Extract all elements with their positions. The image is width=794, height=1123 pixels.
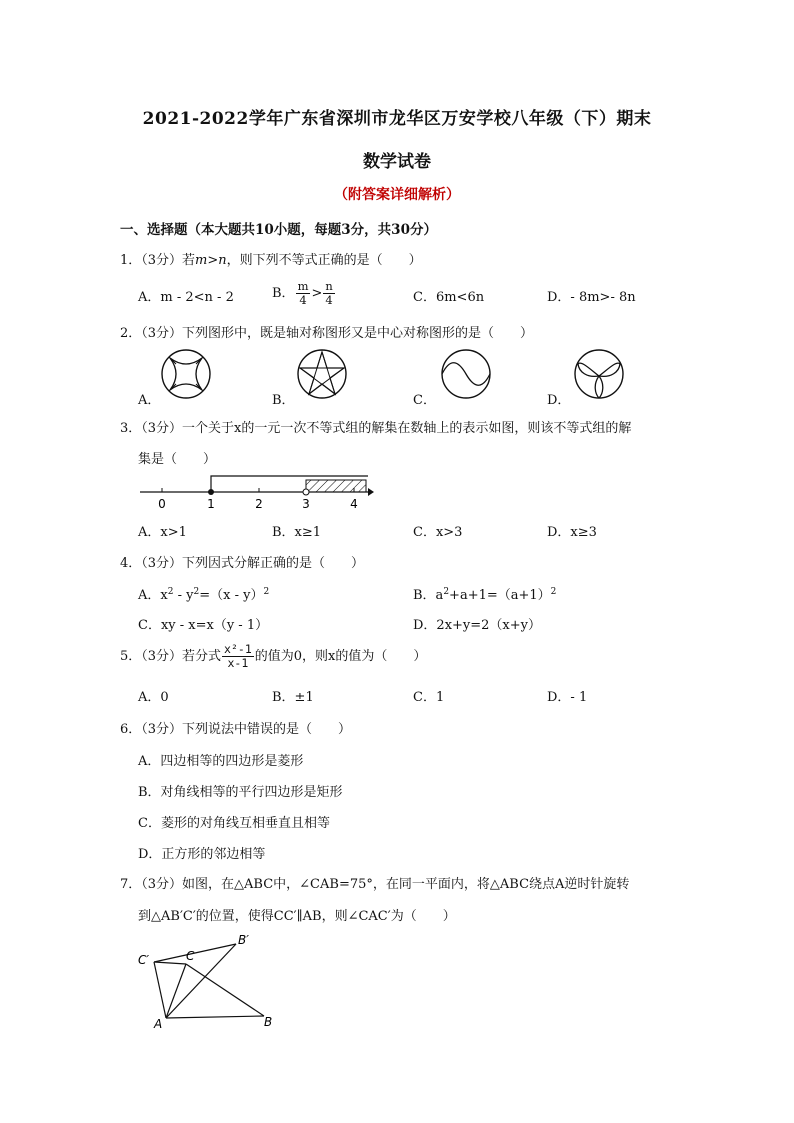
axis-label-0: 0 <box>158 497 166 511</box>
q6-option-a: A．四边相等的四边形是菱形 <box>138 754 304 769</box>
q2-figure-d <box>573 348 625 400</box>
label-c-prime: C′ <box>138 953 150 967</box>
section-heading: 一、选择题（本大题共10小题，每题3分，共30分） <box>120 222 437 238</box>
q4-option-c: C．xy - x=x（y - 1） <box>138 618 269 633</box>
q2-option-b: B． <box>272 393 295 408</box>
q3-number-line <box>136 468 376 514</box>
q4-b-part1: B．a <box>413 588 444 603</box>
question-2-stem: 2．（3分）下列图形中，既是轴对称图形又是中心对称图形的是（ ） <box>120 326 534 341</box>
q4-a-exp3: 2 <box>263 587 270 597</box>
q1-suffix: ，则下列不等式正确的是（ ） <box>226 253 422 268</box>
q1-option-b-label: B． <box>272 286 295 301</box>
q7-rotation-figure <box>134 930 284 1030</box>
q1-condition: m>n <box>195 253 227 268</box>
q4-option-a <box>138 584 269 603</box>
q2-option-a: A． <box>138 393 161 408</box>
number-line-arrow <box>368 488 374 496</box>
q1-frac1-den: 4 <box>299 293 307 307</box>
axis-label-4: 4 <box>350 497 358 511</box>
q3-option-b: B．x≥1 <box>272 525 322 540</box>
axis-label-1: 1 <box>207 497 215 511</box>
exam-title-line2: 数学试卷 <box>363 152 431 172</box>
question-5-stem <box>120 643 426 670</box>
axis-label-2: 2 <box>255 497 263 511</box>
q2-option-c: C． <box>413 393 436 408</box>
q6-option-c: C．菱形的对角线互相垂直且相等 <box>138 816 330 831</box>
label-a: A <box>154 1017 163 1030</box>
q1-option-a: A．m - 2<n - 2 <box>138 290 234 305</box>
question-3-stem-line1: 3．（3分）一个关于x的一元一次不等式组的解集在数轴上的表示如图，则该不等式组的解 <box>120 421 632 436</box>
q5-frac-den: x-1 <box>227 656 249 670</box>
segment-ac-prime <box>154 962 166 1018</box>
q4-option-b <box>413 584 556 603</box>
exam-title-line1: 2021-2022学年广东省深圳市龙华区万安学校八年级（下）期末 <box>142 109 652 129</box>
label-c: C <box>186 949 195 963</box>
q4-a-exp2: 2 <box>193 587 200 597</box>
segment-cb <box>186 964 264 1016</box>
label-b-prime: B′ <box>238 933 249 947</box>
q1-frac-n4 <box>323 280 334 307</box>
q1-option-b <box>272 280 336 307</box>
question-1-stem <box>120 249 422 268</box>
q1-frac-relation: > <box>311 286 323 301</box>
axis-label-3: 3 <box>302 497 310 511</box>
q1-frac2-den: 4 <box>325 293 333 307</box>
segment-ab-prime <box>166 944 236 1018</box>
q4-a-part1: A．x <box>138 588 168 603</box>
open-dot-3 <box>303 489 309 495</box>
solid-dot-1 <box>208 489 214 495</box>
segment-ab <box>166 1016 264 1018</box>
q2-figure-a <box>160 348 212 400</box>
hatched-region-from-3 <box>306 480 366 492</box>
exam-subtitle: （附答案详细解析） <box>334 187 460 203</box>
q3-option-c: C．x>3 <box>413 525 463 540</box>
q1-option-c: C．6m<6n <box>413 290 485 305</box>
q5-option-a: A．0 <box>138 690 169 705</box>
label-b: B <box>264 1015 273 1029</box>
segment-cc-prime <box>154 962 186 964</box>
segment-c-prime-b-prime <box>154 944 236 962</box>
q3-option-d: D．x≥3 <box>547 525 597 540</box>
q4-b-part2: +a+1=（a+1） <box>449 588 551 603</box>
q1-option-d: D．- 8m>- 8n <box>547 290 636 305</box>
q2-figure-c <box>440 348 492 400</box>
segment-ac <box>166 964 186 1018</box>
q5-option-b: B．±1 <box>272 690 314 705</box>
question-6-stem: 6．（3分）下列说法中错误的是（ ） <box>120 722 352 737</box>
q1-frac2-num: n <box>325 279 333 293</box>
q4-b-exp1: 2 <box>443 587 450 597</box>
q1-frac1-num: m <box>297 279 309 293</box>
q6-option-d: D．正方形的邻边相等 <box>138 847 266 862</box>
q5-suffix: 的值为0，则x的值为（ ） <box>254 649 427 664</box>
question-4-stem: 4．（3分）下列因式分解正确的是（ ） <box>120 556 365 571</box>
q4-b-exp2: 2 <box>550 587 557 597</box>
q4-a-exp1: 2 <box>167 587 174 597</box>
q1-prefix: 1．（3分）若 <box>120 253 196 268</box>
q4-option-d: D．2x+y=2（x+y） <box>413 618 541 633</box>
q5-frac-num: x²-1 <box>224 642 252 656</box>
question-3-stem-line2: 集是（ ） <box>138 452 217 467</box>
q4-a-part2: - y <box>173 588 194 603</box>
q1-frac-m4 <box>296 280 311 307</box>
q5-option-c: C．1 <box>413 690 445 705</box>
q2-figure-b <box>296 348 348 400</box>
question-7-stem-line2: 到△AB′C′的位置，使得CC′∥AB，则∠CAC′为（ ） <box>138 909 456 924</box>
question-7-stem-line1: 7．（3分）如图，在△ABC中，∠CAB=75°，在同一平面内，将△ABC绕点A逆时针旋转 <box>120 877 630 892</box>
q5-prefix: 5．（3分）若分式 <box>120 649 222 664</box>
q5-option-d: D．- 1 <box>547 690 588 705</box>
q4-a-part3: =（x - y） <box>199 588 264 603</box>
q3-option-a: A．x>1 <box>138 525 187 540</box>
q5-fraction <box>222 643 254 670</box>
q2-option-d: D． <box>547 393 571 408</box>
q6-option-b: B．对角线相等的平行四边形是矩形 <box>138 785 343 800</box>
